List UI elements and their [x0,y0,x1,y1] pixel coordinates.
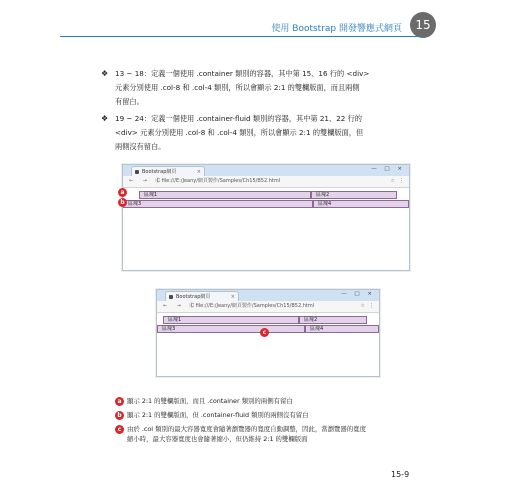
column-cell: 區塊1 [139,191,311,199]
callout-b: b [118,198,127,207]
bullet-line: 元素分別使用 .col-8 和 .col-4 類別，所以會顯示 2:1 的雙欄版面，而且兩側 [115,83,360,92]
nav-buttons[interactable]: ← → C [129,178,165,184]
note-text: 顯示 2:1 的雙欄版面，但 .container-fluid 類別的兩側沒有留白 [127,411,309,419]
column-cell: 區塊3 [157,325,305,333]
tab-bar [123,165,409,176]
column-cell: 區塊1 [163,316,299,324]
bullet-item-1 [101,67,415,109]
column-cell: 區塊2 [311,191,397,199]
note-text: 縮小時，最大容器寬度也會隨著縮小，但仍維持 2:1 的雙欄版面 [127,435,308,443]
bullet-item-2 [101,112,415,154]
url-text[interactable]: ⓘ file:///E:/Jeany/網頁製作/Samples/Ch15/B52.html [189,303,315,309]
note-text: 由於 .col 類別的最大容器寬度會隨著瀏覽器的寬度自動調整，因此，當瀏覽器的寬度 [127,425,366,433]
bullet-marker: ❖ [101,114,109,123]
tab-title: Bootstrap網頁 [142,169,177,175]
tab-bar [157,290,379,301]
callout-a: a [118,188,127,197]
chapter-badge: 15 [410,12,436,38]
star-icon[interactable]: ☆ [390,178,395,184]
tab-title: Bootstrap網頁 [176,294,211,300]
bullet-line: 19 ~ 24：定義一個使用 .container-fluid 類別的容器，其中第 21、22 行的 [115,114,362,123]
address-bar[interactable] [157,301,379,313]
bullet-marker: ❖ [101,69,109,78]
running-header-title: 使用 Bootstrap 開發響應式網頁 [271,24,402,34]
header-rule [60,36,422,37]
bullet-line: <div> 元素分別使用 .col-8 和 .col-4 類別，所以會顯示 2:1 的雙欄版面，但 [115,128,364,137]
browser-tab[interactable] [131,166,205,176]
window-controls[interactable]: — □ × [371,166,405,172]
column-cell: 區塊3 [123,200,313,208]
address-bar[interactable] [123,176,409,188]
column-cell: 區塊4 [305,325,379,333]
close-icon[interactable]: × [196,169,201,175]
favicon-icon [169,295,173,299]
window-controls[interactable]: — □ × [341,291,375,297]
bullet-line: 兩側沒有留白。 [115,142,166,151]
nav-buttons[interactable]: ← → C [163,303,199,309]
close-icon[interactable]: × [230,294,235,300]
column-cell: 區塊4 [313,200,409,208]
bullet-line: 13 ~ 18：定義一個使用 .container 類別的容器，其中第 15、16 行的 <div> [115,69,370,78]
callout-c: c [115,425,124,434]
browser-tab[interactable] [165,291,239,301]
column-cell: 區塊2 [299,316,367,324]
browser-window-1 [122,164,410,271]
menu-icon[interactable]: ⋮ [369,303,374,309]
note-b [117,410,309,420]
favicon-icon [135,170,139,174]
bullet-line: 有留白。 [115,97,144,106]
callout-a: a [115,397,124,406]
note-text: 顯示 2:1 的雙欄版面，而且 .container 類別的兩側有留白 [127,397,293,405]
url-text[interactable]: ⓘ file:///E:/Jeany/網頁製作/Samples/Ch15/B52.html [155,178,281,184]
callout-b: b [115,411,124,420]
callout-c: c [260,328,269,337]
page-number: 15-9 [391,470,410,479]
menu-icon[interactable]: ⋮ [399,178,404,184]
note-c [117,424,417,444]
note-a [117,396,293,406]
star-icon[interactable]: ☆ [360,303,365,309]
